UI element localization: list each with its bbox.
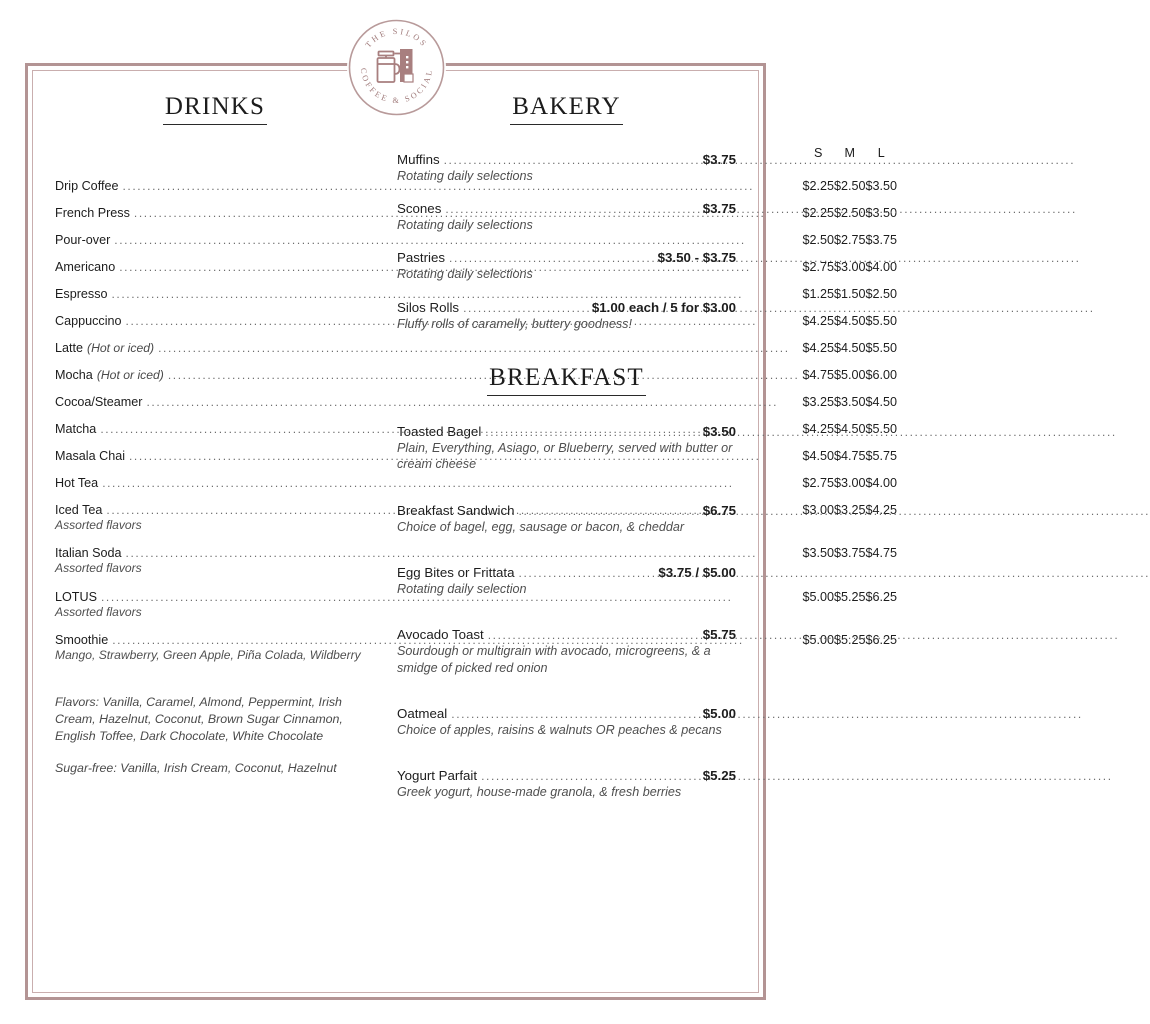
drinks-price-s: $3.00 [802, 502, 834, 517]
drinks-price-s: $2.50 [802, 232, 834, 247]
breakfast-item-line [397, 503, 736, 518]
breakfast-item [397, 627, 736, 676]
bakery-section-title: BAKERY [510, 93, 623, 125]
breakfast-item-price: $3.50 [702, 423, 736, 439]
drinks-price-l: $2.50 [865, 286, 897, 301]
drinks-price-l: $5.50 [865, 421, 897, 436]
drinks-size-header-s: S [813, 145, 823, 160]
breakfast-list [397, 424, 736, 801]
drinks-price-s: $2.25 [802, 205, 834, 220]
flavors-note: Flavors: Vanilla, Caramel, Almond, Peppermint, Irish Cream, Hazelnut, Coconut, Brown Sugar Cinnamon, English Toffee, Dark Chocolate, White Chocolate [55, 694, 343, 743]
bakery-item [397, 300, 736, 332]
drinks-price-l: $3.50 [865, 205, 897, 220]
drinks-price-m: $4.75 [833, 448, 866, 463]
bakery-item [397, 152, 736, 184]
dot-leader [444, 153, 700, 167]
breakfast-section-title: BREAKFAST [487, 364, 646, 396]
breakfast-item-description: Plain, Everything, Asiago, or Blueberry, served with butter or cream cheese [397, 440, 733, 472]
bakery-item-description: Rotating daily selections [397, 218, 533, 233]
dot-leader [519, 566, 656, 580]
bakery-list [397, 152, 736, 332]
drinks-item-name: Latte [55, 340, 84, 355]
breakfast-item-line [397, 424, 736, 439]
drinks-item-name: Smoothie [55, 633, 109, 648]
bakery-item-description: Fluffy rolls of caramelly, buttery goodness! [397, 316, 632, 331]
drinks-price-s: $5.00 [802, 633, 834, 648]
bakery-item-name: Muffins [397, 151, 440, 167]
drinks-price-m: $5.25 [833, 633, 866, 648]
drinks-price-l: $4.00 [865, 259, 897, 274]
drinks-price-m: $2.50 [833, 205, 866, 220]
drinks-price-m: $3.00 [833, 259, 866, 274]
silos-coffee-social-logo-icon [347, 18, 446, 117]
drinks-price-l: $4.50 [865, 394, 897, 409]
drinks-item-name: LOTUS [55, 589, 97, 604]
drinks-size-header-m: M [844, 145, 855, 160]
breakfast-item-description: Greek yogurt, house-made granola, & fresh berries [397, 785, 682, 800]
dot-leader [449, 251, 655, 265]
bakery-item-price: $3.50 - $3.75 [657, 250, 736, 266]
bakery-breakfast-column [385, 71, 758, 992]
drinks-item-name: Americano [55, 259, 116, 274]
drinks-price-m: $5.25 [833, 589, 866, 604]
drinks-item-name: Cocoa/Steamer [55, 394, 143, 409]
drinks-item-name: Cappuccino [55, 313, 122, 328]
drinks-price-s: $3.25 [802, 394, 834, 409]
breakfast-item-name: Breakfast Sandwich [397, 502, 515, 518]
drinks-price-m: $3.50 [833, 394, 866, 409]
breakfast-item-name: Oatmeal [397, 706, 448, 722]
drinks-item-name: Matcha [55, 421, 97, 436]
breakfast-item-line [397, 627, 736, 642]
drinks-price-m: $5.00 [833, 367, 866, 382]
bakery-item-line [397, 250, 736, 265]
drinks-item-name: Iced Tea [55, 502, 103, 517]
drinks-price-m: $3.25 [833, 502, 866, 517]
drinks-item-name: Espresso [55, 286, 108, 301]
drinks-price-s: $4.25 [802, 421, 834, 436]
breakfast-item [397, 768, 736, 800]
drinks-price-s: $5.00 [802, 589, 834, 604]
dot-leader [485, 425, 699, 439]
drinks-item-name: Hot Tea [55, 475, 99, 490]
drinks-item-name: Masala Chai [55, 448, 125, 463]
drinks-item-qualifier: (Hot or iced) [96, 367, 164, 382]
breakfast-item [397, 706, 736, 738]
brand-logo [347, 18, 446, 117]
dot-leader [481, 769, 700, 783]
dot-leader [445, 202, 699, 216]
drinks-price-l: $5.75 [865, 448, 897, 463]
breakfast-item-description: Choice of bagel, egg, sausage or bacon, & cheddar [397, 519, 685, 534]
drinks-price-s: $4.75 [802, 367, 834, 382]
breakfast-item-description: Sourdough or multigrain with avocado, microgreens, & a smidge of picked red onion [397, 644, 711, 675]
svg-text:THE SILOS: THE SILOS [363, 27, 430, 50]
drinks-item-description: Assorted flavors [55, 604, 142, 619]
dot-leader [519, 504, 700, 518]
breakfast-item [397, 565, 736, 597]
drinks-price-s: $4.50 [802, 448, 834, 463]
dot-leader [463, 301, 589, 315]
drinks-price-l: $4.75 [865, 546, 897, 561]
breakfast-item-price: $3.75 / $5.00 [658, 565, 736, 581]
bakery-item-line [397, 201, 736, 216]
drinks-price-m: $1.50 [833, 286, 866, 301]
drinks-price-s: $1.25 [802, 286, 834, 301]
bakery-item-description: Rotating daily selections [397, 168, 533, 183]
breakfast-item-price: $6.75 [702, 502, 736, 518]
breakfast-item-name: Egg Bites or Frittata [397, 565, 515, 581]
drinks-section-title: DRINKS [163, 93, 267, 125]
drinks-price-l: $6.25 [865, 633, 897, 648]
bakery-item-line [397, 300, 736, 315]
dot-leader [488, 628, 700, 642]
drinks-price-l: $5.50 [865, 313, 897, 328]
drinks-item-name: Drip Coffee [55, 178, 119, 193]
breakfast-item-price: $5.75 [702, 627, 736, 643]
drinks-price-m: $2.50 [833, 178, 866, 193]
drinks-price-m: $4.50 [833, 421, 866, 436]
bakery-item-name: Pastries [397, 250, 446, 266]
breakfast-item-line [397, 706, 736, 721]
drinks-price-l: $6.25 [865, 589, 897, 604]
drinks-item-name: Pour-over [55, 232, 111, 247]
drinks-size-header-l: L [877, 145, 885, 160]
bakery-item-name: Scones [397, 201, 442, 217]
breakfast-item-name: Yogurt Parfait [397, 768, 478, 784]
breakfast-item-line [397, 768, 736, 783]
drinks-item-description: Assorted flavors [55, 517, 142, 532]
bakery-item-price: $3.75 [702, 201, 736, 217]
bakery-item-description: Rotating daily selections [397, 267, 533, 282]
drinks-price-l: $3.50 [865, 178, 897, 193]
breakfast-item-price: $5.00 [702, 706, 736, 722]
drinks-price-s: $3.50 [802, 546, 834, 561]
drinks-item-name: Mocha [55, 367, 93, 382]
sugar-free-note: Sugar-free: Vanilla, Irish Cream, Coconut, Hazelnut [55, 760, 337, 775]
drinks-item-description: Assorted flavors [55, 561, 142, 576]
drinks-price-m: $3.75 [833, 546, 866, 561]
dot-leader [451, 707, 699, 721]
drinks-price-m: $4.50 [833, 340, 866, 355]
breakfast-item-name: Avocado Toast [397, 627, 484, 643]
drinks-item-name: French Press [55, 205, 130, 220]
drinks-price-m: $3.00 [833, 475, 866, 490]
drinks-item-qualifier: (Hot or iced) [87, 340, 155, 355]
svg-text:COFFEE & SOCIAL: COFFEE & SOCIAL [358, 67, 435, 106]
bakery-item-price: $3.75 [702, 151, 736, 167]
drinks-price-m: $2.75 [833, 232, 866, 247]
drinks-price-s: $4.25 [802, 340, 834, 355]
drinks-price-l: $5.50 [865, 340, 897, 355]
bakery-item [397, 201, 736, 233]
drinks-price-l: $4.00 [865, 475, 897, 490]
drinks-price-s: $4.25 [802, 313, 834, 328]
breakfast-item-price: $5.25 [702, 768, 736, 784]
bakery-item [397, 250, 736, 282]
breakfast-item-description: Rotating daily selection [397, 582, 527, 597]
drinks-price-l: $4.25 [865, 502, 897, 517]
breakfast-item-description: Choice of apples, raisins & walnuts OR peaches & pecans [397, 723, 722, 738]
drinks-price-s: $2.25 [802, 178, 834, 193]
drinks-flavor-notes [55, 694, 375, 777]
breakfast-item-line [397, 565, 736, 580]
bakery-item-price: $1.00 each / 5 for $3.00 [591, 299, 736, 315]
breakfast-item [397, 424, 736, 473]
drinks-price-s: $2.75 [802, 259, 834, 274]
drinks-item-name: Italian Soda [55, 546, 122, 561]
drinks-price-m: $4.50 [833, 313, 866, 328]
bakery-item-line [397, 152, 736, 167]
drinks-price-s: $2.75 [802, 475, 834, 490]
drinks-item-description: Mango, Strawberry, Green Apple, Piña Colada, Wildberry [55, 648, 361, 663]
menu-content [33, 71, 897, 992]
breakfast-item [397, 503, 736, 535]
breakfast-item-name: Toasted Bagel [397, 423, 482, 439]
drinks-price-l: $3.75 [865, 232, 897, 247]
bakery-item-name: Silos Rolls [397, 299, 460, 315]
drinks-price-l: $6.00 [865, 367, 897, 382]
